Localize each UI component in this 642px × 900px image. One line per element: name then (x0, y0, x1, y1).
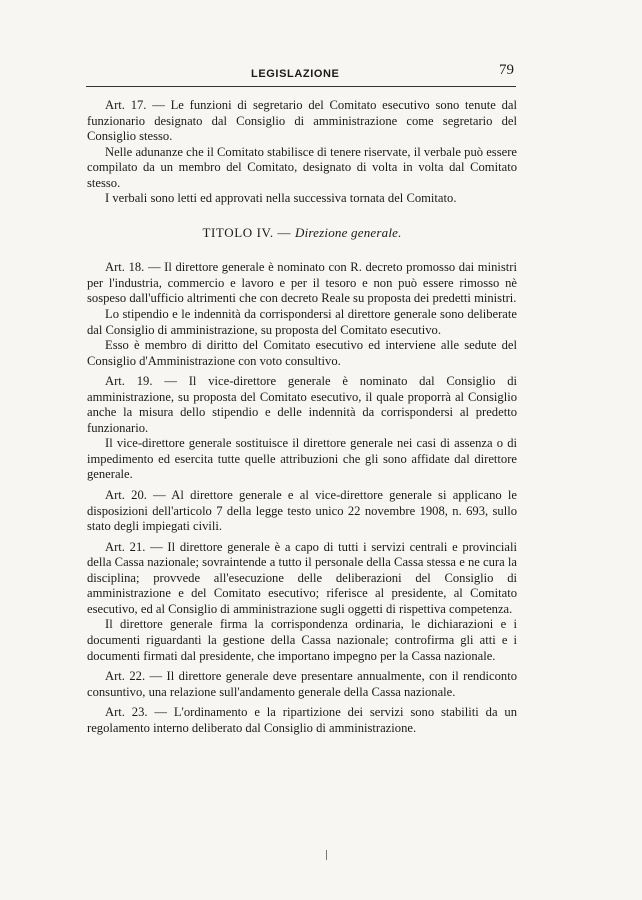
art-21-p1: Art. 21. — Il direttore generale è a capo di tutti i servizi centrali e provinciali della Cassa nazionale; sovraintende a tutto il personale della Cassa stessa e ne cura la disciplina; provvede all'esecuzione delle deliberazioni del Consiglio di amministrazione e del Comitato esecutivo; riferisce al presidente, al Comitato esecutivo, ed al Consiglio di amministrazione sugli oggetti di rispettiva competenza. (87, 539, 517, 616)
section-title (87, 225, 517, 241)
page-number: 79 (499, 62, 514, 78)
page-header (86, 62, 516, 87)
art-17-p2: Nelle adunanze che il Comitato stabilisce di tenere riservate, il verbale può essere compilato da un membro del Comitato, designato di volta in volta dal Comitato stesso. (87, 144, 517, 190)
art-19-p1: Art. 19. — Il vice-direttore generale è nominato dal Consiglio di amministrazione, su proposta del Comitato esecutivo, il quale proporrà al Consiglio anche la misura dello stipendio e delle indennità da corrispondersi al predetto funzionario. (87, 374, 517, 435)
art-17-p1: Art. 17. — Le funzioni di segretario del Comitato esecutivo sono tenute dal funzionario designato dal Consiglio di amministrazione come segretario del Consiglio stesso. (87, 98, 517, 144)
stray-mark (326, 850, 327, 860)
art-22-p1: Art. 22. — Il direttore generale deve presentare annualmente, con il rendiconto consuntivo, una relazione sull'andamento generale della Cassa nazionale. (87, 669, 517, 699)
section-title-label: TITOLO IV. — (202, 224, 292, 240)
art-18-p3: Esso è membro di diritto del Comitato esecutivo ed interviene alle sedute del Consiglio d'Amministrazione con voto consultivo. (87, 338, 517, 368)
art-21-p2: Il direttore generale firma la corrispondenza ordinaria, le dichiarazioni e i documenti riguardanti la gestione della Cassa nazionale; controfirma gli atti e i documenti firmati dal presidente, che importano impegno per la Cassa nazionale. (87, 617, 517, 663)
running-head: LEGISLAZIONE (251, 68, 340, 80)
section-title-subtitle: Direzione generale. (294, 224, 402, 240)
art-19-p2: Il vice-direttore generale sostituisce il direttore generale nei casi di assenza o di impedimento ed esercita tutte quelle attribuzioni che gli sono affidate dal direttore generale. (87, 436, 517, 482)
art-18-p2: Lo stipendio e le indennità da corrispondersi al direttore generale sono deliberate dal Consiglio di amministrazione, su proposta del Comitato esecutivo. (87, 307, 517, 337)
art-18-p1: Art. 18. — Il direttore generale è nominato con R. decreto promosso dai ministri per l'industria, commercio e lavoro e per il tesoro e non può essere rimosso nè sospeso dall'ufficio altrimenti che con decreto Reale su proposta dei predetti ministri. (87, 260, 517, 306)
art-20-p1: Art. 20. — Al direttore generale e al vice-direttore generale si applicano le disposizioni dell'articolo 7 della legge testo unico 22 novembre 1908, n. 693, sullo stato degli impiegati civili. (87, 488, 517, 534)
art-23-p1: Art. 23. — L'ordinamento e la ripartizione dei servizi sono stabiliti da un regolamento interno deliberato dal Consiglio di amministrazione. (87, 705, 517, 735)
art-17-p3: I verbali sono letti ed approvati nella successiva tornata del Comitato. (105, 191, 457, 206)
body-text (87, 98, 517, 736)
